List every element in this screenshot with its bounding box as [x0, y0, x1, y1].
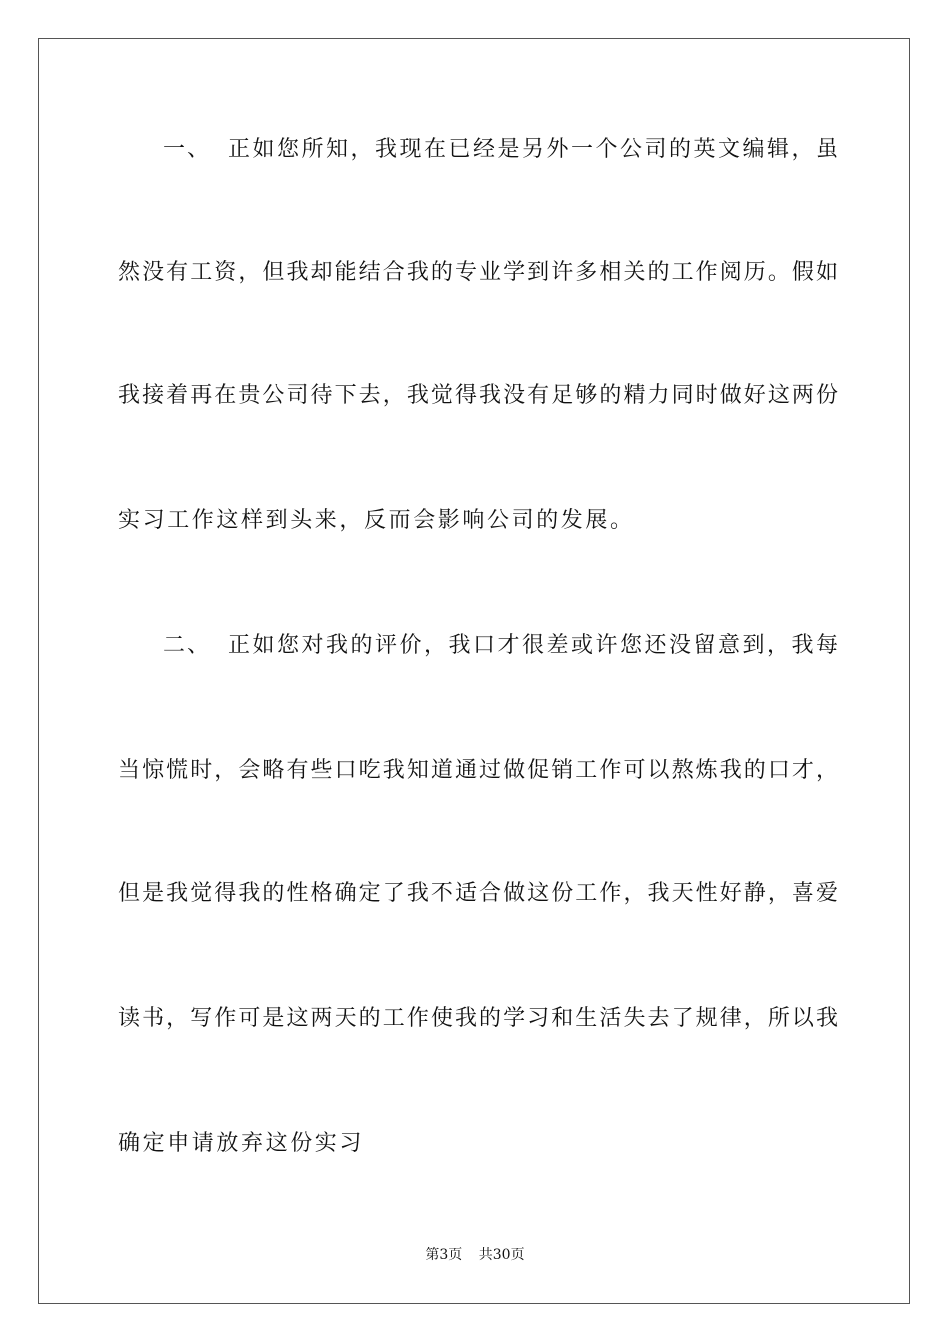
paragraph-number: 一、	[163, 137, 212, 162]
page-number: 第3页	[425, 1247, 463, 1263]
paragraph-line: 但是我觉得我的性格确定了我不适合做这份工作，我天性好静，喜爱	[118, 881, 838, 906]
paragraph-number: 二、	[163, 633, 212, 658]
paragraph-line: 读书，写作可是这两天的工作使我的学习和生活失去了规律，所以我	[118, 1006, 838, 1031]
paragraph-line: 正如您所知，我现在已经是另外一个公司的英文编辑，虽	[228, 137, 838, 162]
page-footer	[0, 1245, 950, 1265]
paragraph-line: 然没有工资，但我却能结合我的专业学到许多相关的工作阅历。假如	[118, 260, 838, 285]
page-total: 共30页	[478, 1247, 525, 1263]
page-border	[38, 38, 910, 1304]
paragraph-line: 当惊慌时，会略有些口吃我知道通过做促销工作可以熬炼我的口才，	[118, 758, 838, 783]
paragraph-line: 实习工作这样到头来，反而会影响公司的发展。	[118, 508, 635, 533]
paragraph-line: 正如您对我的评价，我口才很差或许您还没留意到，我每	[228, 633, 838, 658]
paragraph-line: 我接着再在贵公司待下去，我觉得我没有足够的精力同时做好这两份	[118, 383, 838, 408]
paragraph-line: 确定申请放弃这份实习	[118, 1131, 365, 1156]
